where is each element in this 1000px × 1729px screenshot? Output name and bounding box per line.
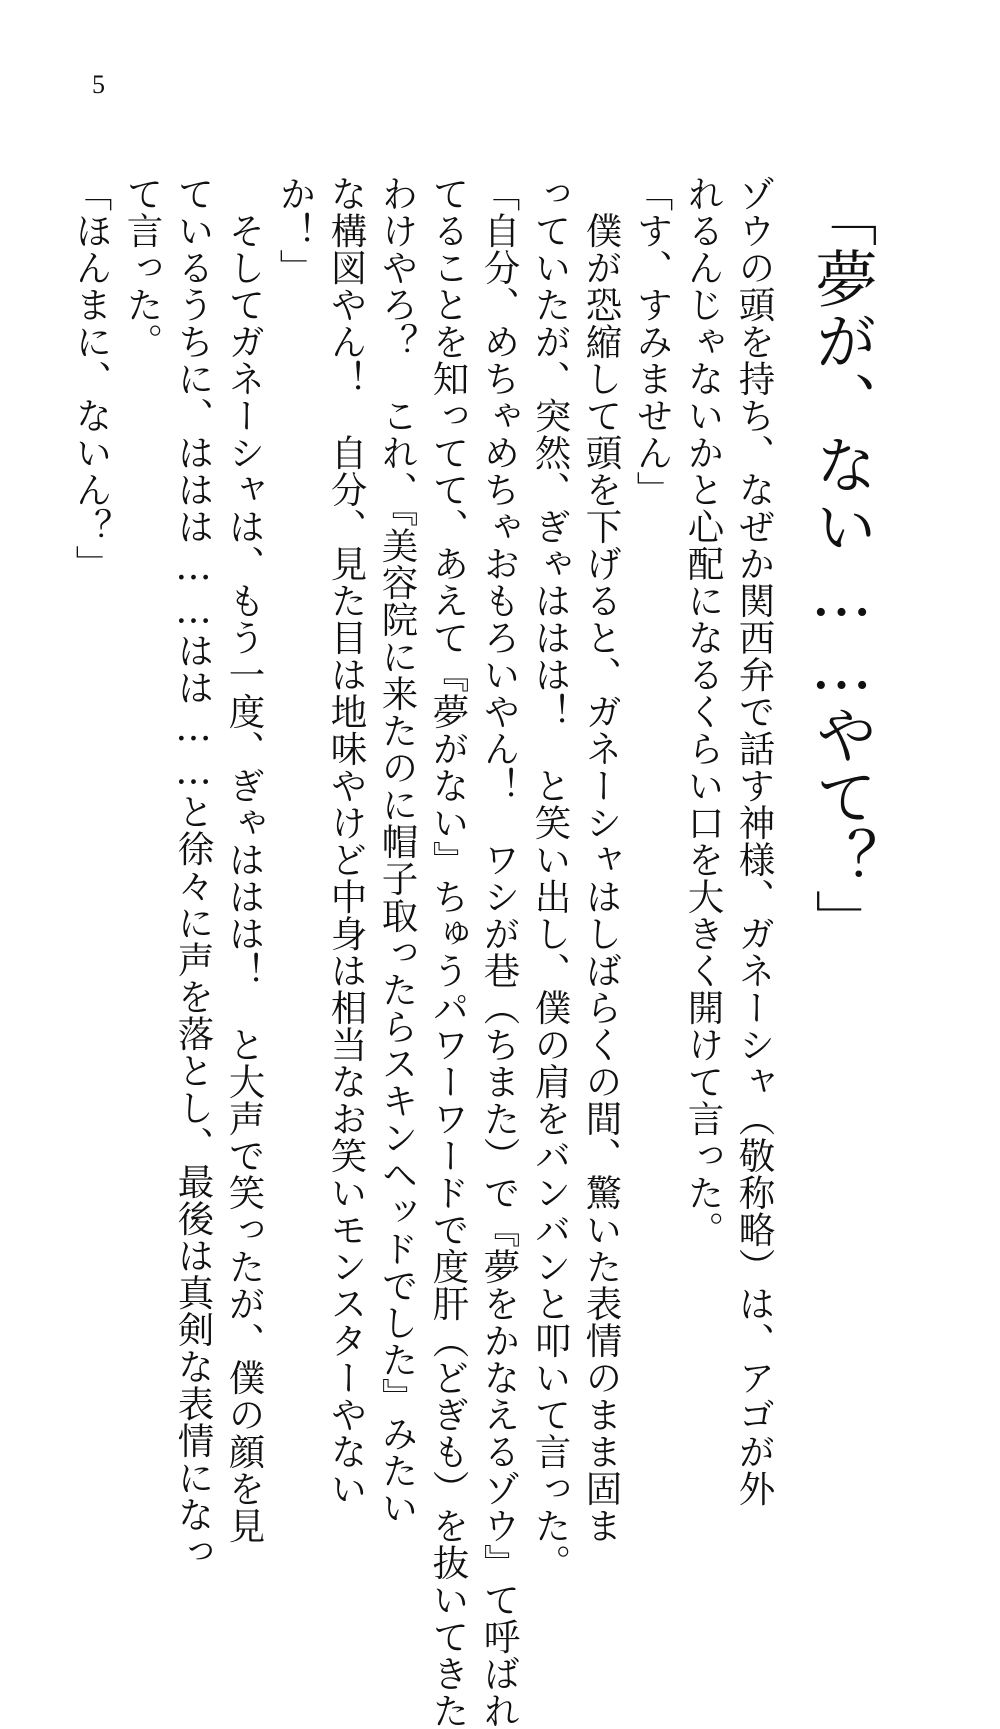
text-line: ているうちに、ははは……はは……と徐々に声を落とし、最後は真剣な表情になっ (172, 175, 215, 1570)
text-line: な構図やん！ 自分、見た目は地味やけど中身は相当なお笑いモンスターやない (325, 175, 368, 1507)
dialogue-line: 「自分、めちゃめちゃおもろいやん！ ワシが巷（ちまた）で『夢をかなえるゾウ』て呼ばれ (478, 175, 521, 1729)
text-line: ゾウの頭を持ち、なぜか関西弁で話す神様、ガネーシャ（敬称略）は、アゴが外 (733, 175, 776, 1507)
heading-line: 「夢が、ない……やて？」 (805, 185, 878, 951)
text-line: 僕が恐縮して頭を下げると、ガネーシャはしばらくの間、驚いた表情のまま固ま (580, 212, 623, 1544)
text-line: わけやろ？ これ、『美容院に来たのに帽子取ったらスキンヘッドでした』みたい (376, 175, 419, 1526)
dialogue-line: 「す、すみません」 (631, 175, 674, 508)
vertical-text-body (58, 175, 878, 1729)
text-line: れるんじゃないかと心配になるくらい口を大きく開けて言った。 (682, 175, 725, 1248)
text-line: て言った。 (121, 175, 164, 360)
text-line: てることを知ってて、あえて『夢がない』ちゅうパワーワードで度肝（どぎも）を抜いてきた (427, 175, 470, 1729)
dialogue-line: 「ほんまに、ないん？」 (70, 175, 113, 582)
text-line: っていたが、突然、ぎゃははは！ と笑い出し、僕の肩をバンバンと叩いて言った。 (529, 175, 572, 1581)
page-number: 5 (92, 70, 105, 99)
text-line: そしてガネーシャは、もう一度、ぎゃははは！ と大声で笑ったが、僕の顔を見 (223, 212, 266, 1544)
text-line: か！」 (274, 175, 317, 286)
